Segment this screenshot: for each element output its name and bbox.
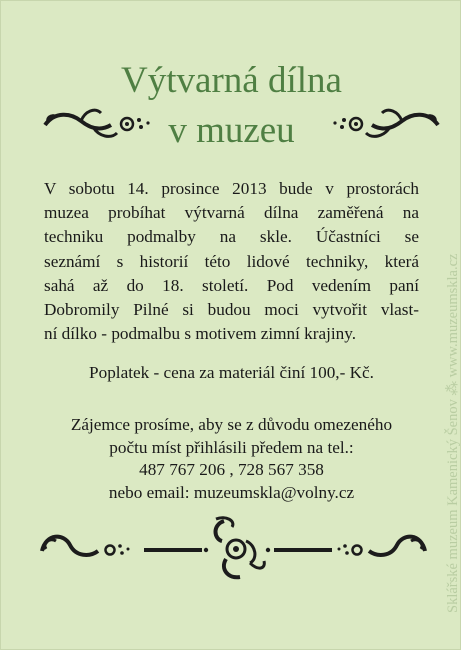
scroll-ornament-bottom bbox=[36, 511, 431, 586]
description-line: techniku podmalby na skle. Účastníci se bbox=[44, 227, 419, 247]
museum-side-text: Sklářské muzeum Kamenický Šenov ⁂ www.muzeumskla.cz bbox=[445, 253, 461, 613]
contact-block bbox=[1, 414, 461, 504]
contact-line-2: počtu míst přihlásili předem na tel.: bbox=[109, 437, 354, 457]
description-line: muzea probíhat výtvarná dílna zaměřená na bbox=[44, 203, 419, 223]
contact-line-1: Zájemce prosíme, aby se z důvodu omezeného bbox=[70, 415, 393, 434]
fee-text: Poplatek - cena za materiál činí 100,- Kč. bbox=[89, 363, 374, 382]
title-line-1: Výtvarná dílna bbox=[121, 60, 342, 101]
description-line: Dobromily Pilné si budou moci vytvořit vlast- bbox=[44, 300, 419, 320]
description-line: V sobotu 14. prosince 2013 bude v prostorách bbox=[44, 179, 419, 198]
phone-numbers: 487 767 206 , 728 567 358 bbox=[139, 460, 324, 479]
description-line: seznámí s historií této lidové techniky, která bbox=[44, 251, 419, 271]
description-paragraph bbox=[44, 177, 419, 346]
scroll-ornament-top-left bbox=[41, 101, 161, 145]
scroll-ornament-top-right bbox=[322, 101, 442, 145]
description-line: sahá až do 18. století. Pod vedením paní bbox=[44, 275, 419, 295]
title-line-2: v muzeu bbox=[168, 110, 295, 151]
email-line: nebo email: muzeumskla@volny.cz bbox=[108, 482, 355, 502]
description-line: ní dílko - podmalbu s motivem zimní krajiny. bbox=[44, 324, 357, 344]
